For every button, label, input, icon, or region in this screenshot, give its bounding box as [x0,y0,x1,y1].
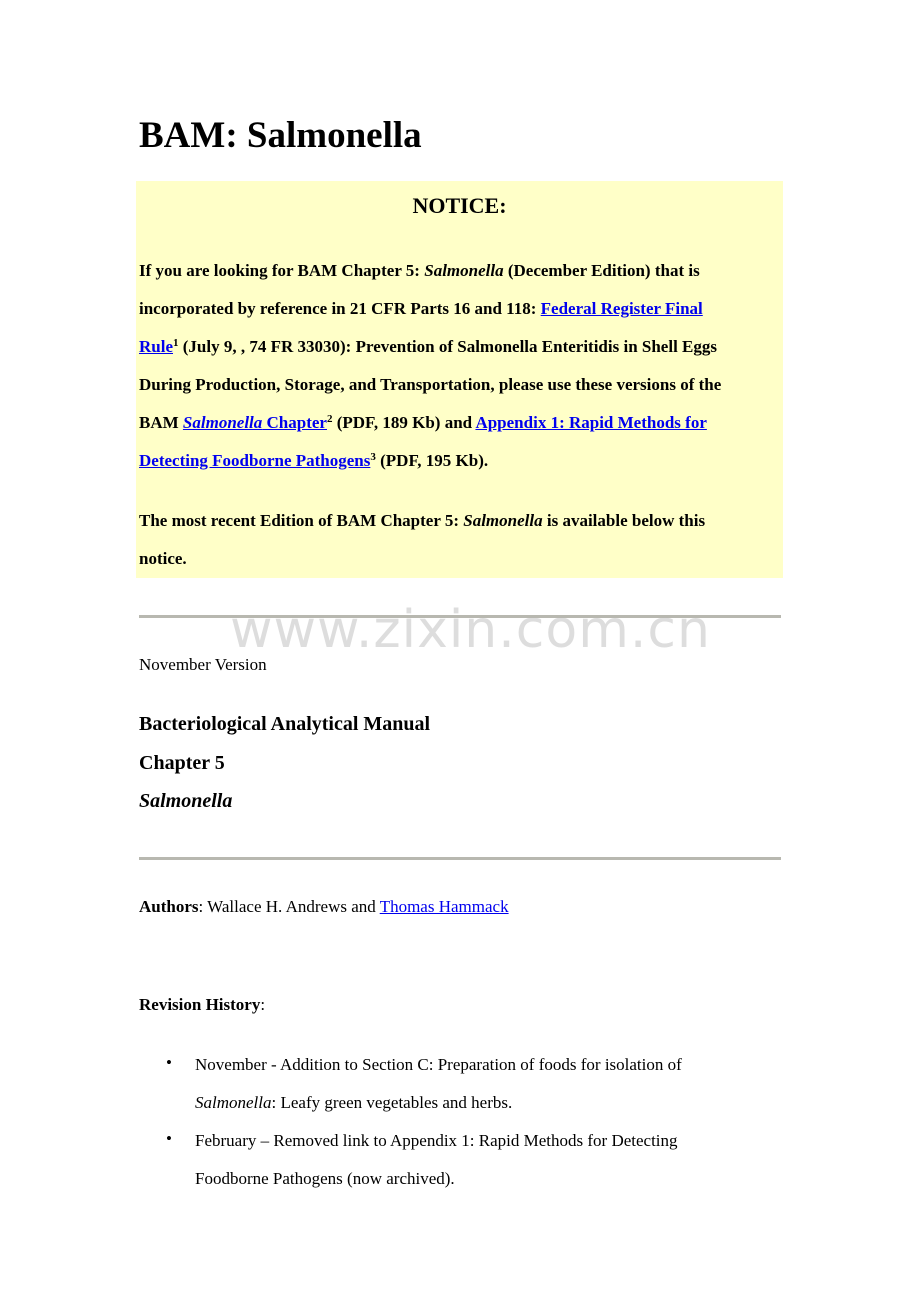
divider [139,857,781,860]
watermark-text: www.zixin.com.cn [230,600,711,660]
notice-line-1: If you are looking for BAM Chapter 5: Salmonella (December Edition) that is [139,261,700,280]
notice-line-5: BAM Salmonella Chapter$^2$ (PDF, 189 Kb) and Appendix 1: Rapid Methods for [139,413,707,432]
authors-line: Authors: Wallace H. Andrews and Thomas Hammack [139,897,509,916]
revision-history-heading: Revision History: [139,995,266,1014]
appendix-link-cont[interactable]: Detecting Foodborne Pathogens [139,451,371,470]
salmonella-chapter-link[interactable]: Salmonella Chapter [182,413,327,432]
notice-recent-line-2: notice. [139,549,187,568]
bullet-icon: • [166,1129,172,1148]
notice-recent-line-1: The most recent Edition of BAM Chapter 5: Salmonella is available below this [139,511,706,530]
authors-label: Authors [139,897,199,916]
notice-line-3: Rule$^1$ (July 9, , 74 FR 33030): Prevention of Salmonella Enteritidis in Shell Eggs [139,337,718,356]
revision-item-2-line-2: Foodborne Pathogens (now archived). [195,1169,455,1188]
revision-item-1-line-2: Salmonella: Leafy green vegetables and herbs. [195,1093,513,1112]
notice-line-2: incorporated by reference in 21 CFR Parts 16 and 118: Federal Register Final [139,299,703,318]
footnote-ref-3: 3 [370,451,376,463]
page-title: BAM: Salmonella [139,115,422,156]
manual-title: Bacteriological Analytical Manual [139,713,431,735]
chapter-label: Chapter 5 [139,752,225,774]
revision-item-1-line-1: November - Addition to Section C: Preparation of foods for isolation of [195,1055,682,1074]
revision-item-2-line-1: February – Removed link to Appendix 1: Rapid Methods for Detecting [195,1131,678,1150]
federal-register-link-cont[interactable]: Rule [139,337,173,356]
chapter-subject: Salmonella [139,790,233,812]
notice-line-6: Detecting Foodborne Pathogens$^3$ (PDF, 195 Kb). [139,451,489,470]
notice-title: NOTICE: [412,193,507,218]
federal-register-link[interactable]: Federal Register Final [540,299,703,318]
bullet-icon: • [166,1053,172,1072]
footnote-ref-2: 2 [326,413,333,425]
footnote-ref-1: 1 [173,337,179,349]
appendix-link[interactable]: Appendix 1: Rapid Methods for [475,413,707,432]
author-link[interactable]: Thomas Hammack [379,897,509,916]
notice-line-4: During Production, Storage, and Transportation, please use these versions of the [139,375,722,394]
version-text: November Version [139,655,267,674]
